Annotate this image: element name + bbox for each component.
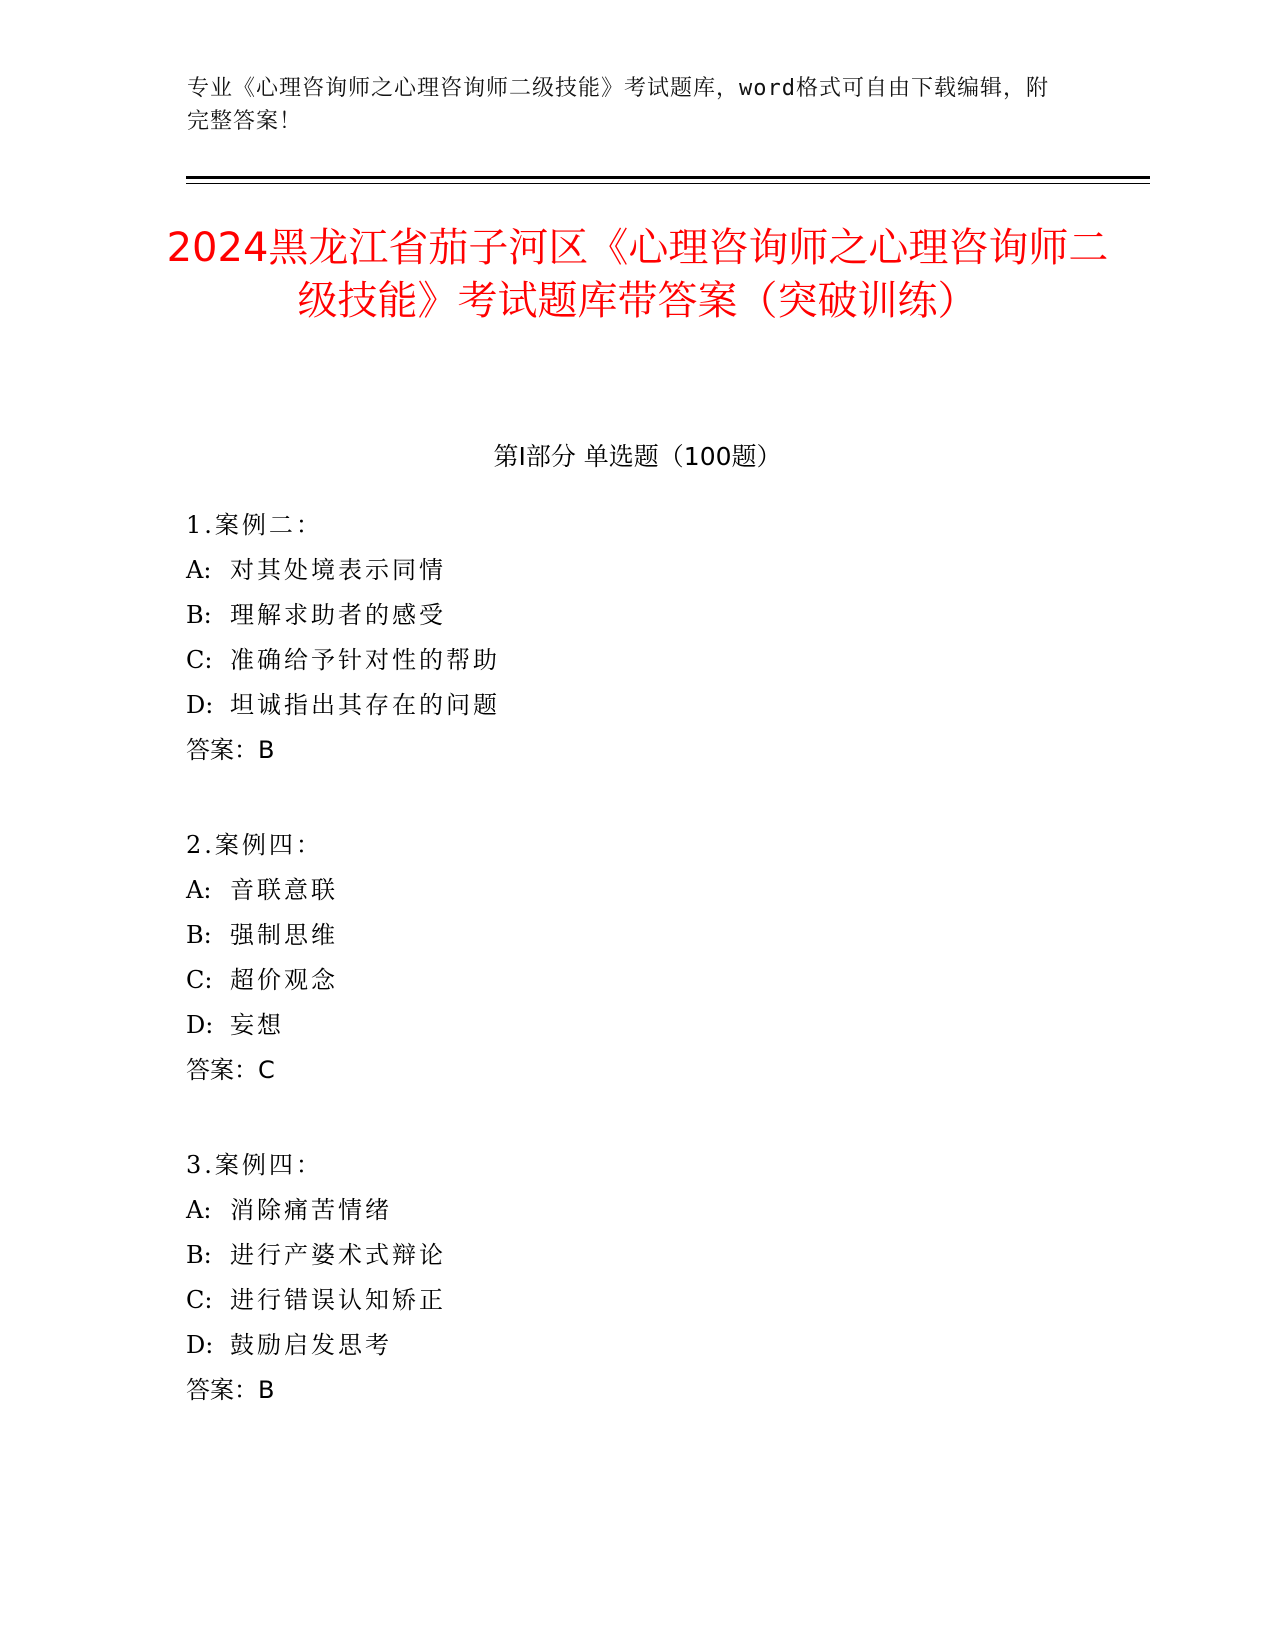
option-key: B: xyxy=(186,921,212,949)
option-text: 消除痛苦情绪 xyxy=(230,1196,392,1224)
option-text: 进行产婆术式辩论 xyxy=(230,1241,446,1269)
header-rule-thick xyxy=(186,176,1150,179)
option-d xyxy=(186,683,886,728)
option-text: 鼓励启发思考 xyxy=(230,1331,392,1359)
option-b xyxy=(186,1233,886,1278)
option-text: 超价观念 xyxy=(230,966,338,994)
answer-line: 答案：B xyxy=(186,736,275,764)
option-key: B: xyxy=(186,1241,212,1269)
option-b xyxy=(186,913,886,958)
option-b xyxy=(186,593,886,638)
option-key: D: xyxy=(186,691,214,719)
question-stem: 3.案例四： xyxy=(186,1151,323,1179)
option-text: 进行错误认知矫正 xyxy=(230,1286,446,1314)
option-text: 准确给予针对性的帮助 xyxy=(230,646,500,674)
header-rule-thin xyxy=(186,183,1150,184)
option-text: 强制思维 xyxy=(230,921,338,949)
option-key: D: xyxy=(186,1011,214,1039)
option-d xyxy=(186,1003,886,1048)
option-c xyxy=(186,958,886,1003)
option-d xyxy=(186,1323,886,1368)
section-heading: 第I部分 单选题（100题） xyxy=(493,442,782,471)
option-c xyxy=(186,1278,886,1323)
answer-line: 答案：C xyxy=(186,1056,275,1084)
option-text: 理解求助者的感受 xyxy=(230,601,446,629)
option-key: C: xyxy=(186,1286,213,1314)
answer-line: 答案：B xyxy=(186,1376,275,1404)
question-3 xyxy=(186,1143,886,1413)
option-key: C: xyxy=(186,646,213,674)
option-key: D: xyxy=(186,1331,214,1359)
option-a xyxy=(186,868,886,913)
document-title: 2024黑龙江省茄子河区《心理咨询师之心理咨询师二级技能》考试题库带答案（突破训练） xyxy=(166,225,1109,324)
option-c xyxy=(186,638,886,683)
option-text: 坦诚指出其存在的问题 xyxy=(230,691,500,719)
question-2 xyxy=(186,823,886,1093)
question-stem: 2.案例四： xyxy=(186,831,323,859)
question-1 xyxy=(186,503,886,773)
option-key: A: xyxy=(186,556,212,584)
option-key: A: xyxy=(186,876,212,904)
option-a xyxy=(186,548,886,593)
question-stem: 1.案例二： xyxy=(186,511,323,539)
option-key: A: xyxy=(186,1196,212,1224)
option-text: 对其处境表示同情 xyxy=(230,556,446,584)
option-key: B: xyxy=(186,601,212,629)
header-note: 专业《心理咨询师之心理咨询师二级技能》考试题库，word格式可自由下载编辑，附完整答案！ xyxy=(187,76,1049,134)
option-text: 音联意联 xyxy=(230,876,338,904)
option-a xyxy=(186,1188,886,1233)
option-text: 妄想 xyxy=(230,1011,284,1039)
option-key: C: xyxy=(186,966,213,994)
